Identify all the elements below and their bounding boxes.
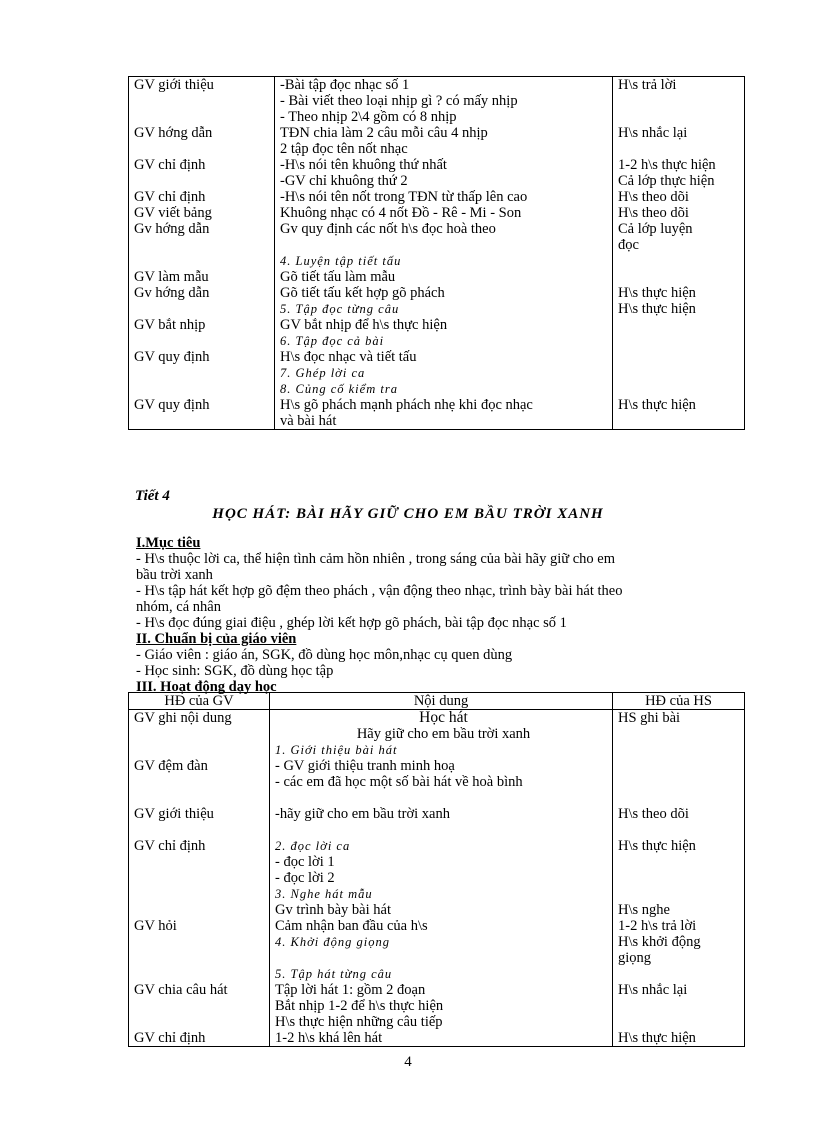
cell-line: 6. Tập đọc cả bài <box>280 334 385 348</box>
cell-line: TĐN chia làm 2 câu mỗi câu 4 nhịp <box>280 125 488 141</box>
teacher-activity-cell <box>129 838 270 918</box>
cell-line <box>618 317 744 333</box>
cell-line: GV quy định <box>134 397 210 413</box>
cell-line <box>618 726 744 742</box>
cell-line: Bắt nhịp 1-2 để h\s thực hiện <box>275 998 444 1014</box>
header-content: Nội dung <box>270 693 613 710</box>
cell-line: - GV giới thiệu tranh minh hoạ <box>275 758 455 774</box>
content-cell <box>275 269 613 285</box>
cell-line <box>618 870 744 886</box>
cell-line <box>134 886 269 902</box>
preparation-heading: II. Chuẩn bị của giáo viên <box>136 631 297 647</box>
cell-line: 1. Giới thiệu bài hát <box>275 743 398 757</box>
cell-line <box>618 365 744 381</box>
cell-line: GV bắt nhịp để h\s thực hiện <box>280 317 448 333</box>
cell-line <box>134 774 269 790</box>
cell-line <box>134 934 269 950</box>
cell-line <box>618 253 744 269</box>
student-activity-cell <box>613 918 745 982</box>
cell-line: - Theo nhịp 2\4 gồm có 8 nhịp <box>280 109 457 125</box>
cell-line: Gõ tiết tấu làm mẫu <box>280 269 396 285</box>
section-line: - H\s thuộc lời ca, thể hiện tình cảm hồn nhiên , trong sáng của bài hãy giữ cho em <box>136 551 616 567</box>
content-cell <box>275 157 613 189</box>
cell-line <box>618 758 744 774</box>
cell-line: đọc <box>618 237 639 253</box>
teacher-activity-cell <box>129 221 275 269</box>
teacher-activity-cell <box>129 397 275 430</box>
cell-line: giọng <box>618 950 652 966</box>
cell-line: 1-2 h\s trả lời <box>618 918 697 934</box>
cell-line <box>618 774 744 790</box>
table-row <box>129 317 745 349</box>
page-number: 4 <box>404 1054 412 1070</box>
cell-line: 1-2 h\s thực hiện <box>618 157 716 173</box>
table-row <box>129 205 745 221</box>
cell-line: H\s theo dõi <box>618 806 689 822</box>
cell-line <box>618 413 744 429</box>
cell-line <box>618 349 744 365</box>
cell-line: 4. Luyện tập tiết tấu <box>280 254 402 268</box>
table-row <box>129 221 745 269</box>
cell-line <box>134 998 269 1014</box>
table-row <box>129 285 745 317</box>
cell-line: GV chỉ định <box>134 157 206 173</box>
teacher-activity-cell <box>129 317 275 349</box>
student-activity-cell <box>613 710 745 743</box>
teacher-activity-cell <box>129 189 275 205</box>
cell-line: GV chia câu hát <box>134 982 228 998</box>
cell-line <box>134 253 274 269</box>
cell-line: Cảm nhận ban đầu của h\s <box>275 918 428 934</box>
cell-line: H\s thực hiện <box>618 285 696 301</box>
student-activity-cell <box>613 982 745 1030</box>
table-row <box>129 982 745 1030</box>
cell-line <box>618 822 744 838</box>
cell-line <box>618 109 744 125</box>
cell-line <box>618 790 744 806</box>
teacher-activity-cell <box>129 205 275 221</box>
cell-line <box>134 870 269 886</box>
teacher-activity-cell <box>129 269 275 285</box>
activities-heading: III. Hoạt động dạy học <box>136 679 277 695</box>
student-activity-cell <box>613 269 745 285</box>
cell-line: 2. đọc lời ca <box>275 839 351 853</box>
content-cell <box>275 349 613 397</box>
student-activity-cell <box>613 349 745 397</box>
cell-line <box>134 790 269 806</box>
table-row <box>129 397 745 430</box>
student-activity-cell <box>613 742 745 806</box>
cell-line: -Bài tập đọc nhạc số 1 <box>280 77 410 93</box>
teacher-activity-cell <box>129 710 270 743</box>
teacher-activity-cell <box>129 1030 270 1047</box>
teacher-activity-cell <box>129 77 275 126</box>
cell-line: 4. Khởi động giọng <box>275 935 390 949</box>
header-student: HĐ của HS <box>613 693 745 710</box>
cell-line <box>134 365 274 381</box>
cell-line <box>134 93 274 109</box>
student-activity-cell <box>613 838 745 918</box>
content-cell <box>275 317 613 349</box>
section-line: - H\s đọc đúng giai điệu , ghép lời kết hợp gõ phách, bài tập đọc nhạc số 1 <box>136 615 567 631</box>
cell-line <box>134 173 274 189</box>
table-header-row <box>129 693 745 710</box>
cell-line: Khuông nhạc có 4 nốt Đồ - Rê - Mi - Son <box>280 205 522 221</box>
cell-line <box>134 413 274 429</box>
table-row <box>129 742 745 806</box>
section-line: - H\s tập hát kết hợp gõ đệm theo phách , vận động theo nhạc, trình bày bài hát theo <box>136 583 623 599</box>
section-line: bầu trời xanh <box>136 567 213 583</box>
cell-line <box>134 822 269 838</box>
teacher-activity-cell <box>129 349 275 397</box>
cell-line <box>280 237 612 253</box>
cell-line: Gõ tiết tấu kết hợp gõ phách <box>280 285 445 301</box>
table-row <box>129 806 745 838</box>
student-activity-cell <box>613 77 745 126</box>
cell-line <box>134 966 269 982</box>
table-row <box>129 125 745 157</box>
cell-line: và bài hát <box>280 413 337 429</box>
content-cell <box>270 982 613 1030</box>
cell-line: -H\s nói tên nốt trong TĐN từ thấp lên cao <box>280 189 528 205</box>
cell-line <box>618 854 744 870</box>
lesson-title: HỌC HÁT: BÀI HÃY GIỮ CHO EM BẦU TRỜI XANH <box>212 506 604 522</box>
cell-line: GV giới thiệu <box>134 77 214 93</box>
cell-line: H\s thực hiện <box>618 838 696 854</box>
student-activity-cell <box>613 205 745 221</box>
cell-line <box>618 966 744 982</box>
cell-line: 5. Tập đọc từng câu <box>280 302 400 316</box>
cell-line: GV giới thiệu <box>134 806 214 822</box>
table-row <box>129 349 745 397</box>
cell-line: H\s đọc nhạc và tiết tấu <box>280 349 417 365</box>
cell-line: GV bắt nhịp <box>134 317 206 333</box>
student-activity-cell <box>613 189 745 205</box>
content-cell <box>270 710 613 743</box>
cell-line: - đọc lời 2 <box>275 870 335 886</box>
cell-line <box>134 237 274 253</box>
table-row <box>129 157 745 189</box>
student-activity-cell <box>613 125 745 157</box>
student-activity-cell <box>613 157 745 189</box>
cell-line <box>618 742 744 758</box>
student-activity-cell <box>613 397 745 430</box>
cell-line: Gv hớng dẫn <box>134 221 210 237</box>
cell-line <box>618 333 744 349</box>
cell-line <box>618 998 744 1014</box>
cell-line: GV đệm đàn <box>134 758 208 774</box>
cell-line: 8. Củng cố kiểm tra <box>280 382 398 396</box>
cell-line: Cả lớp thực hiện <box>618 173 715 189</box>
lesson-sections <box>136 535 736 695</box>
table-row <box>129 710 745 743</box>
table-row <box>129 189 745 205</box>
cell-line: - các em đã học một số bài hát về hoà bình <box>275 774 523 790</box>
cell-line <box>134 902 269 918</box>
cell-line <box>134 141 274 157</box>
table-row <box>129 918 745 982</box>
content-cell <box>270 1030 613 1047</box>
cell-line <box>618 93 744 109</box>
teacher-activity-cell <box>129 157 275 189</box>
teacher-activity-cell <box>129 982 270 1030</box>
teacher-activity-cell <box>129 125 275 157</box>
header-teacher: HĐ của GV <box>129 693 270 710</box>
cell-line: H\s nhắc lại <box>618 125 688 141</box>
content-cell <box>275 397 613 430</box>
student-activity-cell <box>613 221 745 269</box>
content-cell <box>270 918 613 982</box>
cell-line: -H\s nói tên khuông thứ nhất <box>280 157 447 173</box>
cell-line <box>275 790 612 806</box>
cell-line: GV làm mẫu <box>134 269 209 285</box>
cell-line <box>134 1014 269 1030</box>
table-row <box>129 1030 745 1047</box>
cell-line <box>134 726 269 742</box>
content-cell <box>270 838 613 918</box>
content-cell <box>275 205 613 221</box>
content-cell <box>275 285 613 317</box>
cell-line: GV chỉ định <box>134 189 206 205</box>
section-line: nhóm, cá nhân <box>136 599 221 615</box>
cell-line <box>134 381 274 397</box>
cell-line: - đọc lời 1 <box>275 854 335 870</box>
cell-line <box>134 742 269 758</box>
cell-line <box>134 854 269 870</box>
table-row <box>129 77 745 126</box>
lesson-label: Tiết 4 <box>135 488 170 504</box>
cell-line: H\s thực hiện <box>618 301 696 317</box>
preparation-list <box>136 647 736 679</box>
cell-line: Học hát <box>419 709 468 726</box>
cell-line: Tập lời hát 1: gồm 2 đoạn <box>275 982 426 998</box>
cell-line <box>134 109 274 125</box>
cell-line: Gv hớng dẫn <box>134 285 210 301</box>
teacher-activity-cell <box>129 806 270 838</box>
cell-line: GV ghi nội dung <box>134 710 232 726</box>
cell-line <box>618 269 744 285</box>
cell-line: Cả lớp luyện <box>618 221 693 237</box>
teacher-activity-cell <box>129 285 275 317</box>
teacher-activity-cell <box>129 742 270 806</box>
cell-line <box>618 1014 744 1030</box>
cell-line: - Bài viết theo loại nhịp gì ? có mấy nhịp <box>280 93 518 109</box>
cell-line <box>275 822 612 838</box>
activity-table <box>128 692 745 1047</box>
student-activity-cell <box>613 1030 745 1047</box>
content-cell <box>270 806 613 838</box>
cell-line: H\s trả lời <box>618 77 677 93</box>
student-activity-cell <box>613 317 745 349</box>
section-line: - Học sinh: SGK, đồ dùng học tập <box>136 663 334 679</box>
cell-line: -GV chỉ khuông thứ 2 <box>280 173 408 189</box>
cell-line: 2 tập đọc tên nốt nhạc <box>280 141 408 157</box>
student-activity-cell <box>613 285 745 317</box>
cell-line <box>618 381 744 397</box>
cell-line <box>134 301 274 317</box>
cell-line: GV chỉ định <box>134 1030 206 1046</box>
cell-line: H\s nghe <box>618 902 670 918</box>
cell-line: H\s theo dõi <box>618 205 689 221</box>
section-line: - Giáo viên : giáo án, SGK, đồ dùng học môn,nhạc cụ quen dùng <box>136 647 513 663</box>
cell-line: H\s khởi động <box>618 934 701 950</box>
goals-list <box>136 551 736 631</box>
activity-table-continued <box>128 76 745 430</box>
cell-line <box>134 333 274 349</box>
cell-line <box>275 950 612 966</box>
cell-line: 7. Ghép lời ca <box>280 366 366 380</box>
cell-line: H\s thực hiện những câu tiếp <box>275 1014 443 1030</box>
cell-line: 3. Nghe hát mẫu <box>275 887 373 901</box>
cell-line: GV chỉ định <box>134 838 206 854</box>
student-activity-cell <box>613 806 745 838</box>
cell-line: GV quy định <box>134 349 210 365</box>
cell-line: H\s nhắc lại <box>618 982 688 998</box>
cell-line: GV viết bảng <box>134 205 212 221</box>
teacher-activity-cell <box>129 918 270 982</box>
content-cell <box>275 189 613 205</box>
cell-line: H\s thực hiện <box>618 1030 696 1046</box>
cell-line: 5. Tập hát từng câu <box>275 967 393 981</box>
cell-line: H\s gõ phách mạnh phách nhẹ khi đọc nhạc <box>280 397 533 413</box>
cell-line: -hãy giữ cho em bầu trời xanh <box>275 806 450 822</box>
cell-line: H\s thực hiện <box>618 397 696 413</box>
cell-line: GV hỏi <box>134 918 177 934</box>
cell-line <box>618 141 744 157</box>
cell-line <box>618 886 744 902</box>
cell-line: Hãy giữ cho em bầu trời xanh <box>356 726 531 742</box>
cell-line <box>134 950 269 966</box>
table-row <box>129 838 745 918</box>
goals-heading: I.Mục tiêu <box>136 535 201 551</box>
content-cell <box>275 125 613 157</box>
cell-line: Gv trình bày bài hát <box>275 902 391 918</box>
table-row <box>129 269 745 285</box>
cell-line: 1-2 h\s khá lên hát <box>275 1030 383 1046</box>
cell-line: Gv quy định các nốt h\s đọc hoà theo <box>280 221 496 237</box>
cell-line: GV hớng dẫn <box>134 125 213 141</box>
cell-line: H\s theo dõi <box>618 189 689 205</box>
content-cell <box>275 221 613 269</box>
cell-line: HS ghi bài <box>618 710 681 726</box>
content-cell <box>270 742 613 806</box>
content-cell <box>275 77 613 126</box>
